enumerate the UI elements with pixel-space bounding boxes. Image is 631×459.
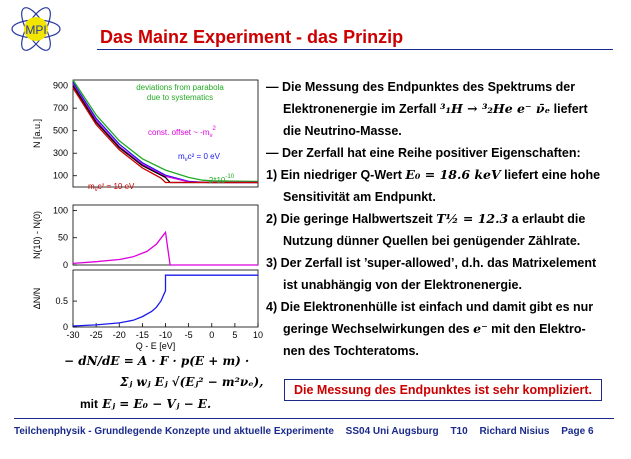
formula-line-2: Σⱼ wⱼ Eⱼ √(Eⱼ² − m²νₑ), bbox=[120, 375, 264, 389]
ytick-label: 0.5 bbox=[55, 296, 68, 307]
anno-m10: $m_\nu c^2 = 10$ eV bbox=[88, 182, 135, 193]
ytick-label: 900 bbox=[52, 80, 68, 91]
text-line-9: 3) Der Zerfall ist ’super-allowed’, d.h. das Matrixelement bbox=[266, 256, 597, 270]
ytick-label: 100 bbox=[52, 170, 68, 181]
xtick-label: -30 bbox=[66, 330, 80, 340]
ytick-label: 300 bbox=[52, 148, 68, 159]
xtick-label: -25 bbox=[89, 330, 103, 340]
anno-m0: $m_\nu c^2 = 0$ eV bbox=[178, 152, 220, 163]
ytick-label: 700 bbox=[52, 103, 68, 114]
ytick-label: 500 bbox=[52, 125, 68, 136]
electron-symbol: e⁻ bbox=[473, 321, 488, 336]
text-line-10: ist unabhängig von der Elektronenergie. bbox=[283, 278, 522, 292]
ytick-label: 100 bbox=[52, 205, 68, 216]
footer-course: Teilchenphysik - Grundlegende Konzepte und aktuelle Experimente bbox=[14, 426, 334, 437]
formula-mit: mit bbox=[80, 397, 98, 411]
slide-title: Das Mainz Experiment - das Prinzip bbox=[100, 27, 404, 47]
footer-author: Richard Nisius bbox=[479, 426, 550, 437]
text-line-7: 2) Die geringe Halbwertszeit T½ = 12.3 a erlaubt die bbox=[266, 211, 586, 226]
y-axis-label: N [a.u.] bbox=[32, 118, 42, 149]
ytick-label: 0 bbox=[62, 322, 68, 332]
footer-section: T10 bbox=[450, 426, 468, 437]
xtick-label: -15 bbox=[135, 330, 149, 340]
anno-deviations: deviations from parabola bbox=[136, 83, 224, 92]
text-line-2: Elektronenergie im Zerfall ³₁H → ³₂He e⁻ ν̄ₑ liefert bbox=[283, 101, 588, 116]
text-line-11: 4) Die Elektronenhülle ist einfach und damit gibt es nur bbox=[266, 300, 594, 314]
anno-bg: ~ $2*10^{-10}$ bbox=[202, 174, 235, 185]
xtick-label: -5 bbox=[184, 330, 193, 340]
xtick-label: 5 bbox=[232, 330, 238, 340]
decay-formula: ³₁H → ³₂He e⁻ ν̄ₑ bbox=[440, 101, 551, 116]
x-axis-label: Q - E [eV] bbox=[135, 341, 176, 351]
text-line-4: — Der Zerfall hat eine Reihe positiver Eigenschaften: bbox=[266, 146, 581, 160]
footer-page: Page 6 bbox=[561, 426, 594, 437]
y-axis-label: N(10) - N(0) bbox=[32, 210, 42, 260]
spectrum-figure bbox=[0, 65, 270, 355]
anno-offset: const. offset ~ $-m_\nu^2$ bbox=[148, 126, 216, 139]
q-value: E₀ = 18.6 keV bbox=[405, 167, 501, 182]
formula-line-3 bbox=[80, 397, 211, 411]
footer-rule bbox=[14, 418, 614, 419]
logo-text: MPI bbox=[25, 23, 47, 37]
xtick-label: 10 bbox=[252, 330, 264, 340]
xtick-label: 0 bbox=[209, 330, 215, 340]
series-line-2-0 bbox=[73, 275, 258, 326]
text-line-3: die Neutrino-Masse. bbox=[283, 124, 402, 138]
formula-line-1: − dN/dE = A · F · p(E + m) · bbox=[64, 354, 250, 368]
anno-deviations2: due to systematics bbox=[146, 93, 214, 102]
footer-term: SS04 Uni Augsburg bbox=[345, 426, 439, 437]
title-rule bbox=[97, 49, 613, 50]
text-block bbox=[266, 76, 616, 376]
ytick-label: 0 bbox=[62, 260, 68, 270]
text-line-12: geringe Wechselwirkungen des e⁻ mit den Elektro- bbox=[283, 321, 586, 336]
half-life: T½ = 12.3 bbox=[436, 211, 509, 226]
text-line-6: Sensitivität am Endpunkt. bbox=[283, 190, 436, 204]
text-line-5: 1) Ein niedriger Q-Wert E₀ = 18.6 keV liefert eine hohe bbox=[266, 167, 601, 182]
text-line-8: Nutzung dünner Quellen bei genügender Zählrate. bbox=[283, 234, 581, 248]
formula-ej: Eⱼ = E₀ − Vⱼ − E. bbox=[102, 397, 212, 411]
xtick-label: -20 bbox=[112, 330, 126, 340]
footer bbox=[14, 426, 603, 437]
y-axis-label: ΔN/N bbox=[32, 287, 42, 310]
series-line-1-0 bbox=[73, 232, 258, 265]
text-line-13: nen des Tochteratoms. bbox=[283, 344, 419, 358]
xtick-label: -10 bbox=[158, 330, 173, 340]
mpi-logo bbox=[10, 6, 62, 52]
conclusion-box: Die Messung des Endpunktes ist sehr kompliziert. bbox=[284, 379, 602, 401]
text-line-1: — Die Messung des Endpunktes des Spektrums der bbox=[266, 80, 576, 94]
ytick-label: 50 bbox=[57, 232, 68, 243]
